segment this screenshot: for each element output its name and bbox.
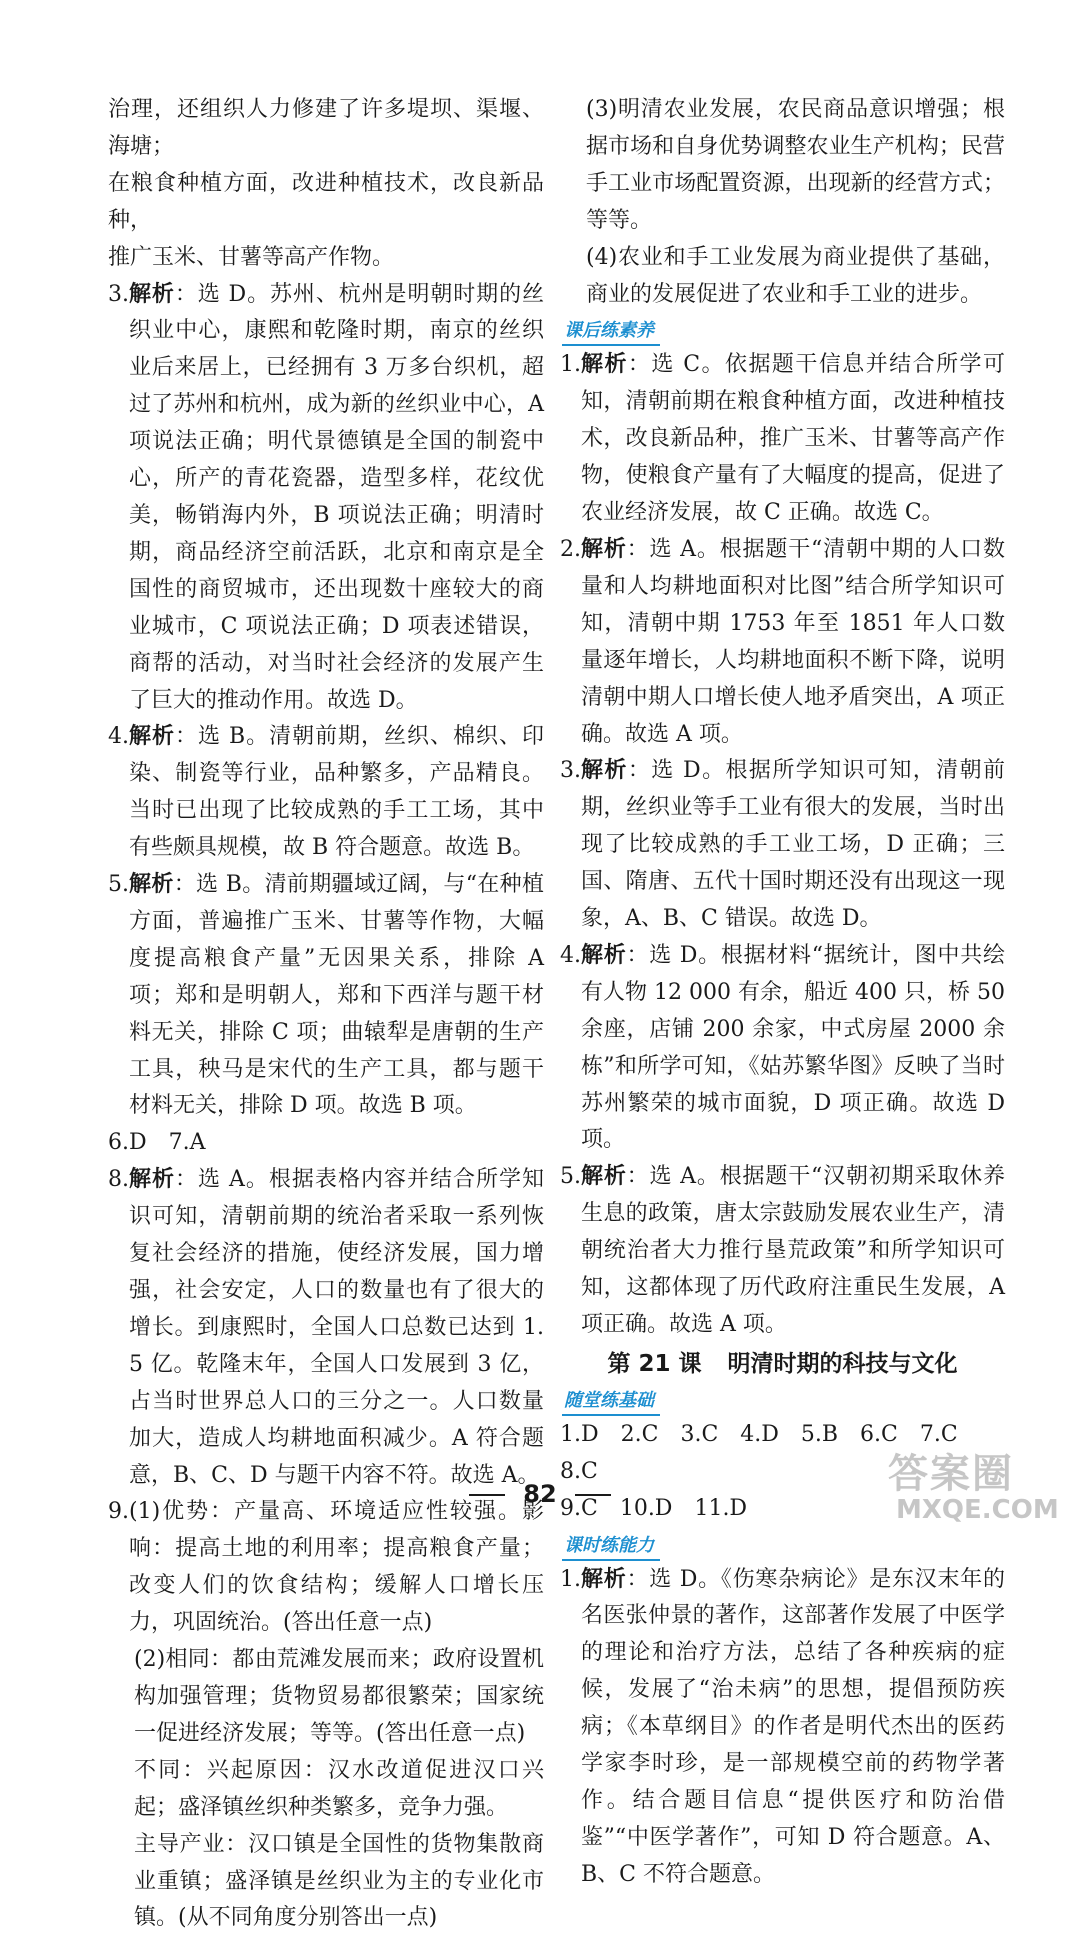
analysis-text: ：选 A。根据表格内容并结合所学知识可知，清朝前期的统治者采取一系列恢复社会经济的措施，使经济发展，国力增强，社会安定，人口的数量也有了很大的增长。到康熙时，全国人口总数已达到 1.5 亿。乾隆末年，全国人口发展到 3 亿，占当时世界总人口的三分之一。人口数量加大，造成人均耕地面积减少。A 符合题意，B、C、D 与题干内容不符。故选 A。 [129,1167,544,1488]
watermark-url: MXQE.COM [896,1495,1059,1525]
item-number: 3. [108,281,129,307]
lesson-number: 第 21 课 [607,1350,702,1377]
after-item-1 [560,347,1005,532]
analysis-label: 解析 [581,758,628,784]
item-number: 5. [560,1164,581,1190]
item-number: 1. [560,1566,581,1592]
analysis-label: 解析 [581,352,628,378]
analysis-label: 解析 [581,1566,627,1592]
analysis-label: 解析 [129,872,174,898]
analysis-label: 解析 [129,724,175,750]
answer-key-line-1: 1.D 2.C 3.C 4.D 5.B 6.C 7.C 8.C [560,1421,980,1484]
page-number: 82 [523,1480,557,1508]
banner-label: 课后练素养 [562,318,660,346]
analysis-text: ：选 A。根据题干“汉朝初期采取休养生息的政策，唐太宗鼓励发展农业生产，清朝统治者大力推行垦荒政策”和所学知识可知，这都体现了历代政府注重民生发展，A 项正确。故选 A 项。 [581,1164,1005,1337]
lesson-heading [560,1346,1005,1383]
after-item-3 [560,753,1005,938]
answer-item-3 [108,277,544,720]
after-item-5 [560,1159,1005,1344]
analysis-text: ：选 D。根据所学知识可知，清朝前期，丝织业等手工业有很大的发展，当时出现了比较成熟的手工业工场，D 正确；三国、隋唐、五代十国时期还没有出现这一现象，A、B、C 错误。故选 D。 [581,758,1005,932]
q9-part2: (2)相同：都由荒滩发展而来；政府设置机构加强管理；货物贸易都很繁荣；国家统一促进经济发展；等等。(答出任意一点) [134,1647,544,1746]
item-number: 9. [108,1499,129,1525]
answer-item-5 [108,867,544,1125]
item-number: 8. [108,1167,129,1193]
answer-text: (1)优势：产量高、环境适应性较强。影响：提高土地的利用率；提高粮食产量；改变人们的饮食结构；缓解人口增长压力，巩固统治。(答出任意一点) [129,1499,544,1636]
answer-item-8 [108,1162,544,1494]
answer-item-4 [108,719,544,867]
answer-item-6-7 [108,1125,544,1162]
text-line: 推广玉米、甘薯等高产作物。 [108,244,395,270]
analysis-text: ：选 D。苏州、杭州是明朝时期的丝织业中心，康熙和乾隆时期，南京的丝织业后来居上，已经拥有 3 万多台织机，超过了苏州和杭州，成为新的丝织业中心，A 项说法正确；明代景德镇是全国的制瓷中心，所产的青花瓷器，造型多样，花纹优美，畅销海内外，B 项说法正确；明清时期，商品经济空前活跃，北京和南京是全国性的商贸城市，还出现数十座较大的商业城市，C 项说法正确；D 项表述错误，商帮的活动，对当时社会经济的发展产生了巨大的推动作用。故选 D。 [129,281,544,713]
answer-key-line-2: 9.C 10.D 11.D [560,1495,748,1521]
item-number: 5. [108,872,129,898]
watermark-logo [888,1452,1058,1532]
q9-part-different: 不同：兴起原因：汉水改道促进汉口兴起；盛泽镇丝织种类繁多，竞争力强。 [134,1757,544,1820]
analysis-text: ：选 D。根据材料“据统计，图中共绘有人物 12 000 有余，船近 400 只，桥 50 余座，店铺 200 余家，中式房屋 2000 余栋”和所学可知，《姑苏繁华图》反映了当时苏州繁荣的城市面貌，D 项正确。故选 D 项。 [581,942,1005,1153]
answer-item-9 [108,1494,544,1642]
item-number: 4. [108,724,129,750]
analysis-label: 解析 [581,1164,627,1190]
q9-part-industry: 主导产业：汉口镇是全国性的货物集散商业重镇；盛泽镇是丝织业为主的专业化市镇。(从不同角度分别答出一点) [134,1831,544,1931]
left-column [108,92,544,1937]
q9-part4: (4)农业和手工业发展为商业提供了基础，商业的发展促进了农业和手工业的进步。 [586,244,1005,307]
intro-paragraph [108,92,544,277]
section-banner-in-class [562,1385,1005,1415]
short-answers: 6.D 7.A [108,1130,206,1156]
watermark-text: 答案圈 [888,1451,1014,1497]
banner-label: 随堂练基础 [562,1388,660,1416]
text-line: 在粮食种植方面，改进种植技术，改良新品种， [108,170,544,233]
q9-part3: (3)明清农业发展，农民商品意识增强；根据市场和自身优势调整农业生产机构；民营手工业市场配置资源，出现新的经营方式；等等。 [586,97,1005,233]
analysis-text: ：选 A。根据题干“清朝中期的人口数量和人均耕地面积对比图”结合所学知识可知，清朝中期 1753 年至 1851 年人口数量逐年增长，人均耕地面积不断下降，说明清朝中期人口增长使人地矛盾突出，A 项正确。故选 A 项。 [581,536,1005,747]
item-number: 2. [560,536,581,562]
section-banner-after-class [562,315,1005,345]
item-number: 4. [560,942,581,968]
analysis-text: ：选 B。清前期疆域辽阔，与“在种植方面，普遍推广玉米、甘薯等作物，大幅度提高粮食产量”无因果关系，排除 A 项；郑和是明朝人，郑和下西洋与题干材料无关，排除 C 项；曲辕犁是唐朝的生产工具，秧马是宋代的生产工具，都与题干材料无关，排除 D 项。故选 B 项。 [129,872,544,1119]
analysis-text: ：选 B。清朝前期，丝织、棉织、印染、制瓷等行业，品种繁多，产品精良。当时已出现了比较成熟的手工工场，其中有些颇具规模，故 B 符合题意。故选 B。 [129,724,544,861]
section-banner-ability [562,1530,1005,1560]
after-item-2 [560,532,1005,753]
banner-label: 课时练能力 [562,1533,660,1561]
analysis-label: 解析 [129,1167,176,1193]
lesson-title: 明清时期的科技与文化 [727,1350,958,1377]
analysis-label: 解析 [129,281,175,307]
after-item-4 [560,938,1005,1159]
right-column [560,92,1005,1894]
item-number: 1. [560,352,581,378]
analysis-label: 解析 [581,942,627,968]
text-line: 治理，还组织人力修建了许多堤坝、渠堰、海塘； [108,97,544,159]
ability-item-1 [560,1562,1005,1894]
analysis-label: 解析 [581,536,627,562]
analysis-text: ：选 D。《伤寒杂病论》是东汉末年的名医张仲景的著作，这部著作发展了中医学的理论和治疗方法，总结了各种疾病的症候，发展了“治未病”的思想，提倡预防疾病；《本草纲目》的作者是明代杰出的医药学家李时珍，是一部规模空前的药物学著作。结合题目信息“提供医疗和防治借鉴”“中医学著作”，可知 D 符合题意。A、B、C 不符合题意。 [581,1566,1005,1887]
analysis-text: ：选 C。依据题干信息并结合所学可知，清朝前期在粮食种植方面，改进种植技术，改良新品种，推广玉米、甘薯等高产作物，使粮食产量有了大幅度的提高，促进了农业经济发展，故 C 正确。故选 C。 [581,352,1005,526]
item-number: 3. [560,758,581,784]
